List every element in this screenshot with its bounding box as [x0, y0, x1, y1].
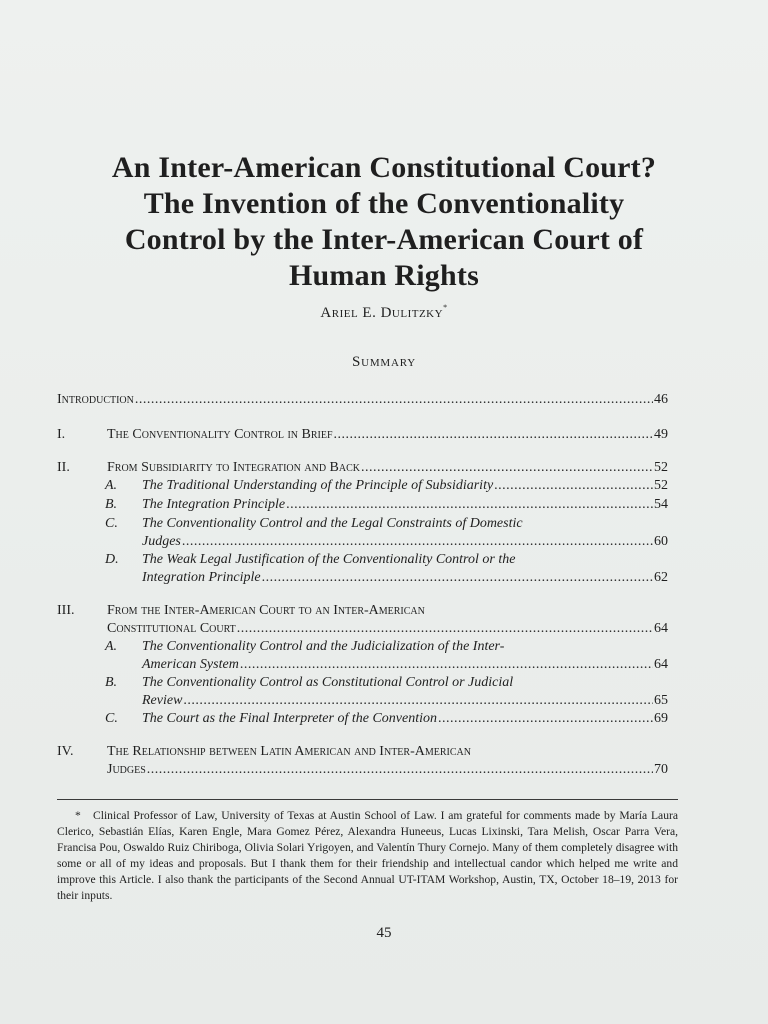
toc-leader	[361, 458, 653, 477]
summary-heading: Summary	[351, 354, 417, 370]
title-line-3: Control by the Inter-American Court of	[124, 223, 644, 256]
toc-label: The Conventionality Control in Brief	[107, 427, 333, 442]
toc-label: The Conventionality Control and the Judicialization of the Inter-	[142, 639, 505, 654]
toc-entry-3b-line-1	[142, 673, 513, 692]
toc-label: Integration Principle	[142, 570, 261, 585]
toc-letter: A.	[105, 478, 118, 493]
author-footnote	[57, 808, 678, 904]
toc-label: Constitutional Court	[107, 621, 236, 636]
toc-leader	[334, 425, 653, 444]
toc-numeral: I.	[57, 427, 66, 442]
title-line-1: An Inter-American Constitutional Court?	[111, 151, 657, 184]
toc-entry-section-1	[107, 425, 668, 444]
toc-leader	[240, 655, 653, 674]
toc-letter: D.	[105, 552, 119, 567]
toc-letter: C.	[105, 711, 118, 726]
toc-label: The Conventionality Control and the Legal Constraints of Domestic	[142, 516, 523, 531]
toc-label: Review	[142, 693, 183, 708]
toc-label: The Integration Principle	[142, 497, 286, 512]
toc-entry-2d-line-1	[142, 550, 515, 569]
toc-entry-3a-line-1	[142, 637, 504, 656]
toc-page: 69	[654, 711, 668, 726]
toc-label: Judges	[107, 762, 146, 777]
toc-label: From the Inter-American Court to an Inter-American	[107, 603, 425, 618]
toc-letter: B.	[105, 675, 118, 690]
toc-numeral: II.	[57, 460, 70, 475]
article-title	[40, 150, 728, 294]
title-line-2: The Invention of the Conventionality	[143, 187, 625, 220]
toc-page: 46	[654, 392, 668, 407]
toc-entry-3b-line-2	[142, 691, 668, 710]
toc-label: Introduction	[57, 392, 134, 407]
toc-leader	[286, 495, 653, 514]
page-number: 45	[376, 925, 392, 941]
author-footnote-mark: *	[443, 303, 448, 312]
toc-page: 62	[654, 570, 668, 585]
toc-numeral: IV.	[57, 744, 74, 759]
toc-entry-2c-line-2	[142, 532, 668, 551]
toc-entry-section-3-line-2	[107, 619, 668, 638]
toc-leader	[494, 476, 653, 495]
toc-page: 52	[654, 478, 668, 493]
toc-numeral: III.	[57, 603, 75, 618]
toc-entry-section-4-line-2	[107, 760, 668, 779]
toc-leader	[237, 619, 653, 638]
author-byline	[0, 303, 768, 322]
toc-leader	[135, 390, 653, 409]
toc-page: 70	[654, 762, 668, 777]
toc-page: 64	[654, 657, 668, 672]
toc-label: From Subsidiarity to Integration and Back	[107, 460, 360, 475]
toc-entry-2b	[142, 495, 668, 514]
footnote-mark: *	[75, 809, 81, 822]
footnote-text: Clinical Professor of Law, University of Texas at Austin School of Law. I am grateful for comments made by María Laura Clerico, Sebastián Elías, Karen Engle, Mara Gomez Pérez, Alexandra Huneeus, Lucas Lixinski, Tara Melish, Oscar Parra Vera, Francisa Pou, Oswaldo Ruiz Chiriboga, Olivia Solari Yrigoyen, and Valentín Thury Cornejo. Many of them completely disagree with some or all of my ideas and proposals. But I thank them for their friendship and intellectual candor which helped me write and improve this Article. I also thank the participants of the Second Annual UT-ITAM Workshop, Austin, TX, October 18–19, 2013 for their inputs.	[57, 809, 678, 902]
toc-leader	[262, 568, 653, 587]
author-name: Ariel E. Dulitzky	[320, 305, 444, 321]
toc-entry-introduction	[57, 390, 668, 409]
toc-leader	[438, 709, 653, 728]
toc-page: 52	[654, 460, 668, 475]
title-line-4: Human Rights	[289, 259, 479, 292]
toc-label: The Conventionality Control as Constitutional Control or Judicial	[142, 675, 514, 690]
toc-label: The Traditional Understanding of the Principle of Subsidiarity	[142, 478, 494, 493]
toc-label: American System	[142, 657, 239, 672]
toc-page: 54	[654, 497, 668, 512]
toc-label: The Weak Legal Justification of the Conventionality Control or the	[142, 552, 516, 567]
toc-label: Judges	[142, 534, 181, 549]
footnote-rule	[57, 799, 678, 800]
toc-page: 49	[654, 427, 668, 442]
toc-label: The Relationship between Latin American and Inter-American	[107, 744, 471, 759]
toc-letter: B.	[105, 497, 118, 512]
toc-entry-section-4-line-1	[107, 742, 471, 761]
toc-leader	[147, 760, 653, 779]
toc-page: 65	[654, 693, 668, 708]
toc-entry-section-3-line-1	[107, 601, 425, 620]
toc-page: 64	[654, 621, 668, 636]
toc-entry-2c-line-1	[142, 514, 523, 533]
toc-letter: A.	[105, 639, 118, 654]
toc-entry-3c	[142, 709, 668, 728]
toc-label: The Court as the Final Interpreter of the Convention	[142, 711, 438, 726]
toc-entry-2d-line-2	[142, 568, 668, 587]
toc-page: 60	[654, 534, 668, 549]
toc-entry-section-2	[107, 458, 668, 477]
toc-leader	[183, 691, 653, 710]
toc-entry-2a	[142, 476, 668, 495]
toc-leader	[182, 532, 653, 551]
toc-entry-3a-line-2	[142, 655, 668, 674]
toc-letter: C.	[105, 516, 118, 531]
